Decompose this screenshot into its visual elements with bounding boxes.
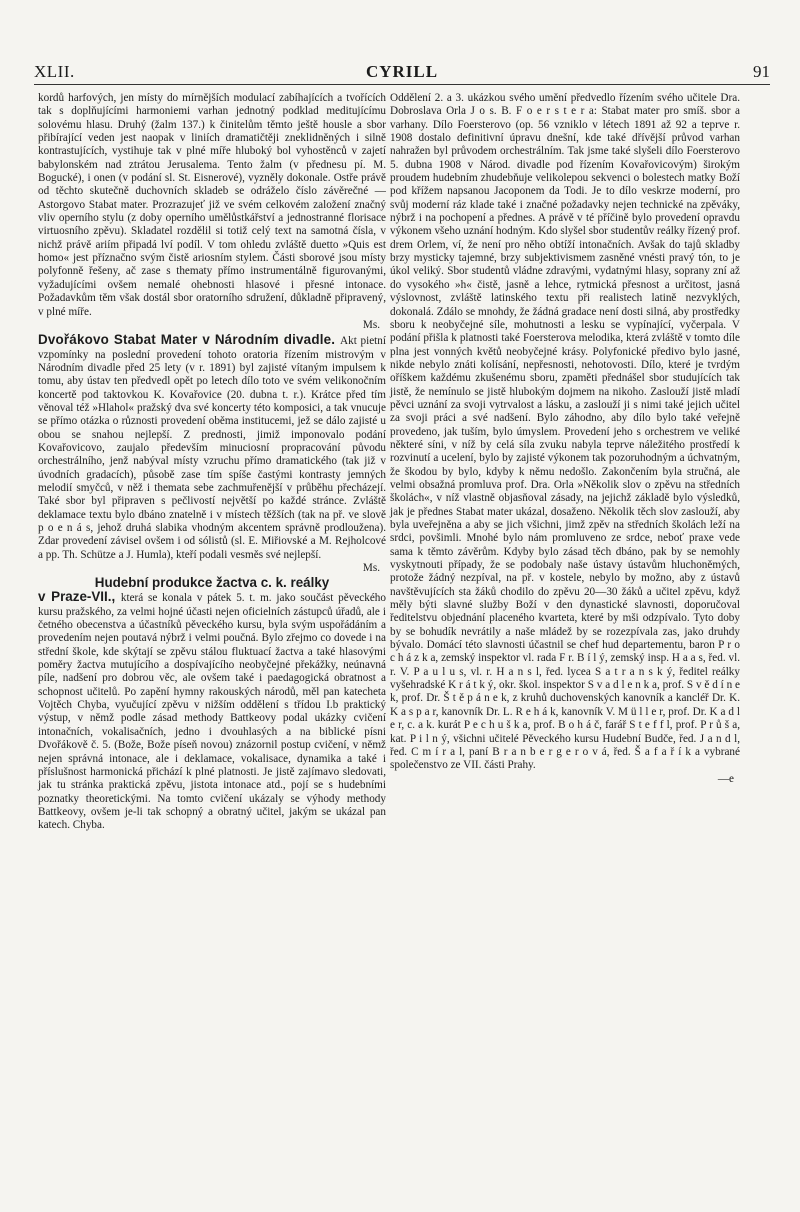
paragraph: která se konala v pátek 5. t. m. jako součást pěveckého kursu pražského, za velmi hojné účasti nejen oficielních zástupců úřadů, ale i četného obecenstva a účastníků pěveckého kursu, byla svým uspořádáním a provedením nejen poutavá nýbrž i velmi poučná. Bylo zřejmo co dovede i na střední škole, kde skýtají se zpěvu stálou fluktuací žactva a také hlasovými poměry žactva mutujícího a dospívajícího neobyčejné překážky, neúnavná píle, nadšení pro dobrou věc, ale ovšem také i paedagogická obratnost a schopnost učitelů. Po zapění hymny rakouských národů, měl pan katecheta Vojtěch Chyba, vyučující zpěvu v nižším oddělení s třídou I.b praktický výstup, v němž podle zásad methody Battkeovy podal ukázky cvičení intonačních, vokalisačních, jedno i dvouhlasých a na biblické písni Dvořákově č. 5. (Bože, Bože píseň novou) znázornil postup cvičení, v němž nejen správná intonace, ale i deklamace, vokalisace, dynamika a také i příslušnost harmonická přichází k plné platnosti. Je jistě zajímavo sledovati, jak tu stránka praktická zpěvu, jistota intonace atd., pojí se s hudebními poznatky theoretickými. Na tomto cvičení ukázaly se výhody methody Battkeovy, ovšem je-li tak schopný a obratný učitel, jakým se ukázal pan katech. Chyba. bbox=[38, 592, 386, 832]
paragraph: kordů harfových, jen místy do mírnějších modulací zabíhajících a tvořících tak s doplňujícími harmoniemi varhan jednotný podklad meditujícímu solovému hlasu. Druhý (žalm 137.) k činitelům těmto ještě housle a sbor přibírající veden jest naopak v liniích dramatičtěji zneklidněných i silně kontrastujících, vystihuje tak v plné míře hluboký bol vyhostěnců v zajetí babylonském nad ztrátou Jerusalema. Tento žalm (v přednesu pí. M. Bogucké), i onen (v podání sl. St. Eisnerové), vyzněly dokonale. Ostře právě od těchto skutečně duchovních skladeb se odráželo číslo závěrečné — Astorgovo Stabat mater. Prozrazujeť již ve svém celkovém založení značný vliv operního stylu (z doby operního umělůstkářství a jednostranné florisace virtuosního zpěvu). Skladatel rozdělil si totiž celý text na samotná čísla, v nichž právě ariím připadá lví podíl. V tom ohledu zvláště duetto »Quis est homo« jest příznačno svým čistě ariosním stylem. Části sborové jsou místy polyfonně řešeny, ač zase s thematy přímo instrumentálně figurovanými, vyžadujícími ovšem nemalé ohebnosti hlasové i přesné intonace. Požadavkům těm však dostál sbor oratorního sdružení, důkladně připravený, v plné míře. bbox=[38, 92, 386, 318]
left-column bbox=[38, 92, 386, 833]
signature: Ms. bbox=[362, 562, 380, 575]
article-realka bbox=[38, 575, 386, 832]
journal-title: CYRILL bbox=[365, 62, 439, 81]
signature: Ms. bbox=[362, 318, 380, 331]
volume-number: XLII. bbox=[34, 62, 75, 81]
header-rule bbox=[34, 84, 770, 85]
right-column bbox=[390, 92, 740, 786]
page-number: 91 bbox=[753, 62, 770, 81]
running-header bbox=[34, 62, 770, 84]
article-heading: Hudební produkce žactva c. k. reálky bbox=[94, 575, 330, 591]
article-heading-continuation: v Praze-VII., bbox=[38, 589, 121, 605]
article-heading: Dvořákovo Stabat Mater v Národním divadle. bbox=[38, 332, 341, 348]
paragraph: Oddělení 2. a 3. ukázkou svého umění předvedlo řízením svého učitele Dra. Dobroslava Orla J o s. B. F o e r s t e r a: Stabat mater pro smíš. sbor a varhany. Dílo Foersterovo (op. 56 vzniklo v létech 1891 až 92 a teprve r. 1908 dostalo definitivní úpravu dnešní, kde také dřívější průvod varhan nahražen byl průvodem orchestrálním. Tak jsme také slyšeli dílo Foersterovo 5. dubna 1908 v Národ. divadle pod řízením Kovařovicovým) širokým proudem hudebním zhudebňuje velikolepou sekvenci o bolestech matky Boží pod křížem napsanou Jacoponem da Todi. Je to dílo veskrze moderní, pro svůj moderní ráz klade také i značné požadavky nejen technické na zpěváky, nýbrž i na pochopení a přednes. A právě v té příčině bylo provedení opravdu výkonem všeho uznání hodným. Kdo slyšel sbor studentův reálky řízený prof. drem Orlem, ví, že není pro něho obtíží intonačních. Avšak do tajů skladby brzy mysticky tajemné, brzy subjektivismem zasněné vnésti pravý tón, to je úkol veliký. Sbor studentů vládne zdravými, vydatnými hlasy, soprany zní až do vysokého »h« čistě, jasně a lehce, rytmická přesnost a určitost, jasná výslovnost, zvláště latinského textu při realistech latině nezvyklých, dokonalá. Zdálo se mnohdy, že žádná gradace není dosti silná, aby prostředky sboru k neobyčejné síle, mohutnosti a lesku se vypínající, vyčerpala. V podání přišla k platnosti také Foersterova melodika, která zvláště v tomto díle plna jest vonných květů neobyčejné krásy. Polyfonické předivo bylo jasné, nikde nebylo znáti kolísání, nepřesnosti, nehotovosti. Dílo, které je tvrdým oříškem každému zkušenému sboru, zpaměti přednášel sbor studujících tak jistě, že nemínulo se jistě hlubokým dojmem na nikoho. Zaslouží jistě mladí pěvci uznání za svoji vytrvalost a lásku, a zaslouží ji s nimi také jejich učitel za svoji práci a své nadšení. Bylo záhodno, aby dílo bylo také veřejně provedeno, jak tuším, bylo úmyslem. Provedení jeho s orchestrem ve veliké některé síni, v níž by celá síla zvuku nabyla teprve náležitého prostředí k rozvinutí a ucelení, bylo by zajisté výkonem tak pozoruhodným a úchvatným, že škodou by bylo, kdyby k němu nedošlo. Zakončením byla stručná, ale velmi obsažná promluva prof. Dra. Orla »Několik slov o zpěvu na středních školách«, v níž vlastně objasňoval zásady, na jejichž základě bylo výsledků, jak je přednes Stabat mater ukázal, dosaženo. Několik těch slov zaslouží, aby byla uveřejněna a aby se jich všichni, jimž zpěv na středních školách leží na srdci, povšimli. Mnohé bylo nám promluveno ze srdce, neboť praxe vede sama k těmto závěrům. Kdyby bylo zásad těch dbáno, pak by se nemohly vyskytnouti případy, že se podobaly naše ústavy ústavům hluchoněmých, protože žádný nezpíval, na př. v kostele, nebylo by možno, aby z ústavů navštěvujících sta žáků chodilo do zpěvu 20—30 žáků a učitel zpěvu, když měly býti slavné služby Boží v den dynastické slavnosti, doporučoval ředitelstvu objednání placeného kvarteta, které by mši odzpívalo. Tyto doby by se bohudík nevrátily a naše mládež by se rozezpívala zas, jako druhdy bývalo. Domácí této slavnosti účastnil se chef hud departementu, baron P r o c h á z k a, zemský inspektor vl. rada F r. B í l ý, zemský insp. H a a s, řed. vl. r. V. P a u l u s, vl. r. H a n s l, řed. lycea S a t r a n s k ý, ředitel reálky vyšehradské K r á t k ý, okr. škol. inspektor S v a d l e n k a, prof. S v ě d í n e k, prof. Dr. Š t ě p á n e k, z kruhů duchovenských kanovník a kancléř Dr. K. K a s p a r, kanovník Dr. L. R e h á k, kanovník V. M ü l l e r, prof. Dr. K a d l e r, c. a k. kurát P e c h u š k a, prof. B o h á č, farář S t e f f l, prof. P r ů š a, kat. P i l n ý, všichni učitelé Pěveckého kursu Hudební Budče, řed. J a n d l, řed. C m í r a l, paní B r a n b e r g e r o v á, řed. Š a f a ř í k a vybrané společenstvo ze VII. části Prahy. bbox=[390, 92, 740, 772]
signature: —e bbox=[717, 772, 734, 785]
article-dvorak bbox=[38, 332, 386, 562]
paragraph: Akt pietní vzpomínky na poslední provedení tohoto oratoria řízením mistrovým v Národním divadle před 25 lety (v r. 1891) byl zajisté vítaným impulsem k tomu, aby ústav ten předvedl opět po letech dílo toto ve svém velikonočním koncertě pod taktovkou K. Kovařovice (20. dubna t. r.). Krátce před tím věnoval též »Hlahol« pražský dva své koncerty této komposici, a tak vnucuje se přímo otázka o různosti provedení oběma institucemi, jež se dálo zajisté u obou se snahou nejlepší. Z prednosti, jimiž imponovalo podání Kovařovicovo, zaujalo především minuciosní propracování původu orchestrálního, jenž nabýval místy vzruchu přímo dramatického (tak již v úvodních gradacích), působě zase tím spíše častými kontrasty jemných melodií smyčců, v něž i themata sebe zachmuřenější v průběhu přecházejí. Také sbor byl připraven s pečlivostí největší po každé stránce. Zvláště deklamace textu bylo dbáno znatelně i v místech těžších (tak na př. ve slově p o e n á s, jehož druhá slabika vhodným akcentem správně prodloužena). Zdar provedení závisel ovšem i od sólistů (sl. E. Miřiovské a M. Rejholcové a pp. Th. Schütze a J. Humla), kteří podali vesměs své nejlepší. bbox=[38, 335, 386, 561]
